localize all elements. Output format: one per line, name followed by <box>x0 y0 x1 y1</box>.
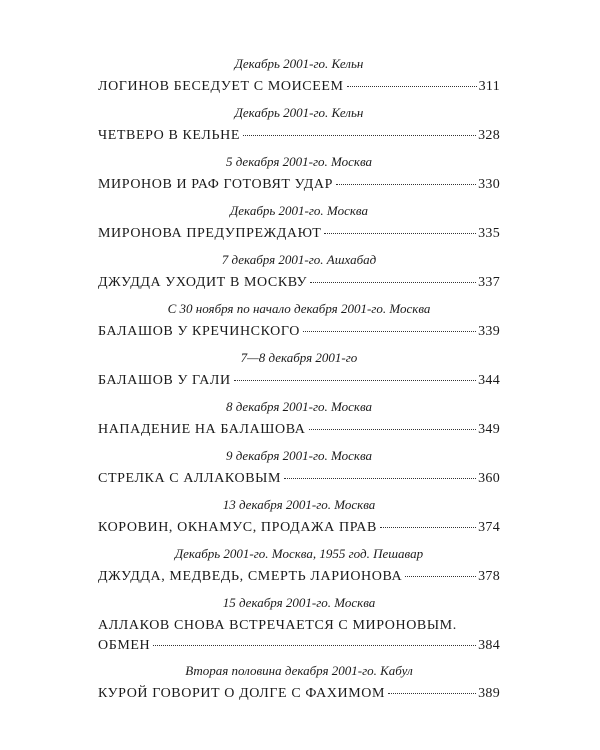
entry-line <box>98 323 500 340</box>
entry-title: БАЛАШОВ У КРЕЧИНСКОГО <box>98 324 300 339</box>
entry-subtitle: 7 декабря 2001-го. Ашхабад <box>221 252 377 267</box>
entry-subtitle: 7—8 декабря 2001-го <box>240 350 358 365</box>
table-of-contents <box>98 56 500 712</box>
entry-line <box>98 274 500 291</box>
entry-subtitle: Декабрь 2001-го. Кельн <box>234 105 364 120</box>
entry-title: ЛОГИНОВ БЕСЕДУЕТ С МОИСЕЕМ <box>98 79 344 94</box>
dot-leader <box>324 233 476 234</box>
entry-line <box>98 470 500 487</box>
toc-entry <box>98 663 500 712</box>
entry-line <box>98 637 500 654</box>
dot-leader <box>405 576 476 577</box>
entry-title-line1: АЛЛАКОВ СНОВА ВСТРЕЧАЕТСЯ С МИРОНОВЫМ. <box>98 618 457 633</box>
dot-leader <box>336 184 476 185</box>
entry-line <box>98 685 500 702</box>
toc-entry <box>98 497 500 546</box>
entry-subtitle: 15 декабря 2001-го. Москва <box>222 595 376 610</box>
entry-line <box>98 372 500 389</box>
entry-subtitle: Декабрь 2001-го. Москва <box>230 203 368 218</box>
entry-line <box>98 421 500 438</box>
entry-subtitle: 8 декабря 2001-го. Москва <box>225 399 373 414</box>
entry-page-number: 378 <box>478 569 500 584</box>
toc-entry <box>98 203 500 252</box>
dot-leader <box>243 135 476 136</box>
entry-title: ДЖУДДА УХОДИТ В МОСКВУ <box>98 275 308 290</box>
entry-subtitle: Декабрь 2001-го. Кельн <box>234 56 364 71</box>
entry-subtitle: 9 декабря 2001-го. Москва <box>225 448 373 463</box>
dot-leader <box>380 527 476 528</box>
entry-line <box>98 225 500 242</box>
entry-page-number: 337 <box>478 275 500 290</box>
toc-entry <box>98 154 500 203</box>
toc-entry <box>98 595 500 663</box>
dot-leader <box>234 380 476 381</box>
toc-entry <box>98 546 500 595</box>
entry-page-number: 389 <box>478 686 500 701</box>
entry-subtitle: Вторая половина декабря 2001-го. Кабул <box>185 663 413 678</box>
entry-page-number: 374 <box>478 520 500 535</box>
entry-title: НАПАДЕНИЕ НА БАЛАШОВА <box>98 422 306 437</box>
dot-leader <box>153 645 476 646</box>
toc-entry <box>98 252 500 301</box>
dot-leader <box>303 331 476 332</box>
entry-title: КУРОЙ ГОВОРИТ О ДОЛГЕ С ФАХИМОМ <box>98 686 386 701</box>
entry-title: МИРОНОВА ПРЕДУПРЕЖДАЮТ <box>98 226 322 241</box>
entry-page-number: 339 <box>478 324 500 339</box>
entry-title: ОБМЕН <box>98 638 151 653</box>
entry-line <box>98 519 500 536</box>
dot-leader <box>347 86 477 87</box>
entry-page-number: 335 <box>478 226 500 241</box>
toc-entry <box>98 399 500 448</box>
entry-title: КОРОВИН, ОКНАМУС, ПРОДАЖА ПРАВ <box>98 520 377 535</box>
entry-line <box>98 568 500 585</box>
entry-title: ЧЕТВЕРО В КЕЛЬНЕ <box>98 128 240 143</box>
entry-subtitle: 13 декабря 2001-го. Москва <box>222 497 376 512</box>
entry-page-number: 330 <box>478 177 500 192</box>
entry-page-number: 384 <box>478 638 500 653</box>
entry-page-number: 360 <box>478 471 500 486</box>
entry-subtitle: Декабрь 2001-го. Москва, 1955 год. Пешавар <box>174 546 424 561</box>
toc-entry <box>98 301 500 350</box>
dot-leader <box>309 429 477 430</box>
toc-entry <box>98 350 500 399</box>
entry-line <box>98 176 500 193</box>
entry-page-number: 311 <box>478 79 500 94</box>
toc-entry <box>98 56 500 105</box>
entry-page-number: 328 <box>478 128 500 143</box>
entry-title: МИРОНОВ И РАФ ГОТОВЯТ УДАР <box>98 177 333 192</box>
entry-subtitle: 5 декабря 2001-го. Москва <box>225 154 373 169</box>
entry-title: БАЛАШОВ У ГАЛИ <box>98 373 231 388</box>
dot-leader <box>388 693 476 694</box>
toc-entry <box>98 448 500 497</box>
entry-line <box>98 127 500 144</box>
entry-line <box>98 78 500 95</box>
entry-page-number: 349 <box>478 422 500 437</box>
entry-title: ДЖУДДА, МЕДВЕДЬ, СМЕРТЬ ЛАРИОНОВА <box>98 569 403 584</box>
entry-page-number: 344 <box>478 373 500 388</box>
entry-subtitle: С 30 ноября по начало декабря 2001-го. Москва <box>167 301 431 316</box>
dot-leader <box>310 282 476 283</box>
entry-title: СТРЕЛКА С АЛЛАКОВЫМ <box>98 471 282 486</box>
dot-leader <box>284 478 476 479</box>
toc-entry <box>98 105 500 154</box>
